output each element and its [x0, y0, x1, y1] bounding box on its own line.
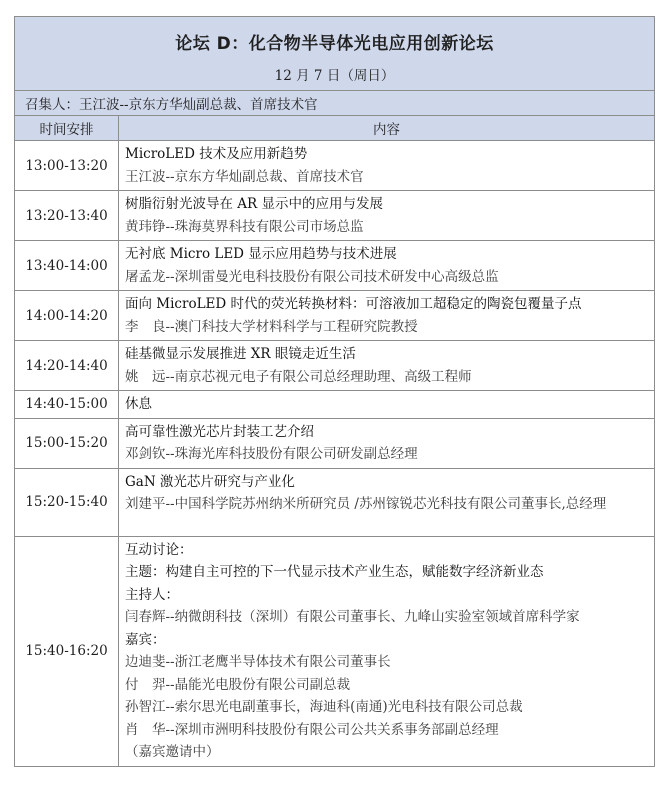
- session-content: [119, 391, 655, 419]
- session-title: 高可靠性激光芯片封装工艺介绍: [125, 423, 314, 440]
- session-speaker: 黄玮铮--珠海莫界科技有限公司市场总监: [125, 218, 364, 235]
- session-time: 13:40-14:00: [15, 241, 119, 291]
- panel-host: 闫春辉--纳微朗科技（深圳）有限公司董事长、九峰山实验室领域首席科学家: [125, 609, 580, 625]
- session-title: 无衬底 Micro LED 显示应用趋势与技术进展: [125, 246, 397, 262]
- session-time: 15:00-15:20: [15, 418, 119, 468]
- panel-guest: 付 羿--晶能光电股份有限公司副总裁: [125, 676, 351, 693]
- convener: 召集人：王江波--京东方华灿副总裁、首席技术官: [15, 91, 655, 116]
- panel-content: [119, 536, 655, 766]
- session-title: 硅基微显示发展推进 XR 眼镜走近生活: [125, 346, 356, 362]
- session-time: 13:00-13:20: [15, 141, 119, 191]
- session-content: [119, 341, 655, 391]
- session-title: 面向 MicroLED 时代的荧光转换材料：可溶液加工超稳定的陶瓷包覆量子点: [125, 296, 582, 312]
- session-speaker: 姚 远--南京芯视元电子有限公司总经理助理、高级工程师: [125, 368, 472, 385]
- session-content: [119, 141, 655, 191]
- break-label: 休息: [125, 396, 152, 412]
- column-header-time: 时间安排: [15, 116, 119, 141]
- panel-host-label: 主持人：: [125, 586, 179, 603]
- panel-guests-label: 嘉宾：: [125, 631, 166, 648]
- forum-title: 论坛 D：化合物半导体光电应用创新论坛: [175, 34, 494, 54]
- session-row: [15, 468, 655, 536]
- session-title: 树脂衍射光波导在 AR 显示中的应用与发展: [125, 196, 383, 212]
- panel-heading: 互动讨论：: [125, 541, 193, 558]
- session-row: [15, 141, 655, 191]
- panel-topic: 主题：构建自主可控的下一代显示技术产业生态，赋能数字经济新业态: [125, 564, 544, 580]
- session-content: [119, 418, 655, 468]
- forum-date: 12 月 7 日（周日）: [274, 68, 395, 84]
- session-speaker: 邓剑钦--珠海光库科技股份有限公司研发副总经理: [125, 446, 418, 462]
- session-title: MicroLED 技术及应用新趋势: [125, 146, 308, 162]
- session-content: [119, 291, 655, 341]
- panel-guest: 边迪斐--浙江老鹰半导体技术有限公司董事长: [125, 654, 391, 670]
- session-content: [119, 468, 655, 536]
- panel-guest: 肖 华--深圳市洲明科技股份有限公司公共关系事务部副总经理: [125, 721, 499, 738]
- session-content: [119, 241, 655, 291]
- session-speaker: 刘建平--中国科学院苏州纳米所研究员 /苏州镓锐芯光科技有限公司董事长,总经理: [125, 496, 607, 512]
- session-row: [15, 241, 655, 291]
- forum-header: [15, 17, 655, 91]
- session-content: [119, 191, 655, 241]
- session-speaker: 王江波--京东方华灿副总裁、首席技术官: [125, 168, 364, 185]
- panel-time: 15:40-16:20: [15, 536, 119, 766]
- column-header-row: [15, 116, 655, 141]
- session-row: [15, 291, 655, 341]
- session-speaker: 李 良--澳门科技大学材料科学与工程研究院教授: [125, 318, 418, 335]
- break-row: [15, 391, 655, 419]
- panel-guest: 孙智江--索尔思光电副董事长，海迪科(南通)光电科技有限公司总裁: [125, 699, 523, 715]
- session-time: 14:20-14:40: [15, 341, 119, 391]
- session-title: GaN 激光芯片研究与产业化: [125, 473, 295, 490]
- session-row: [15, 418, 655, 468]
- column-header-content: 内容: [119, 116, 655, 141]
- session-row: [15, 341, 655, 391]
- session-time: 13:20-13:40: [15, 191, 119, 241]
- panel-row: [15, 536, 655, 766]
- session-row: [15, 191, 655, 241]
- session-time: 15:20-15:40: [15, 468, 119, 536]
- session-speaker: 屠孟龙--深圳雷曼光电科技股份有限公司技术研发中心高级总监: [125, 268, 499, 285]
- agenda-table: [14, 16, 655, 767]
- panel-note: （嘉宾邀请中）: [125, 744, 220, 760]
- session-time: 14:00-14:20: [15, 291, 119, 341]
- session-time: 14:40-15:00: [15, 391, 119, 419]
